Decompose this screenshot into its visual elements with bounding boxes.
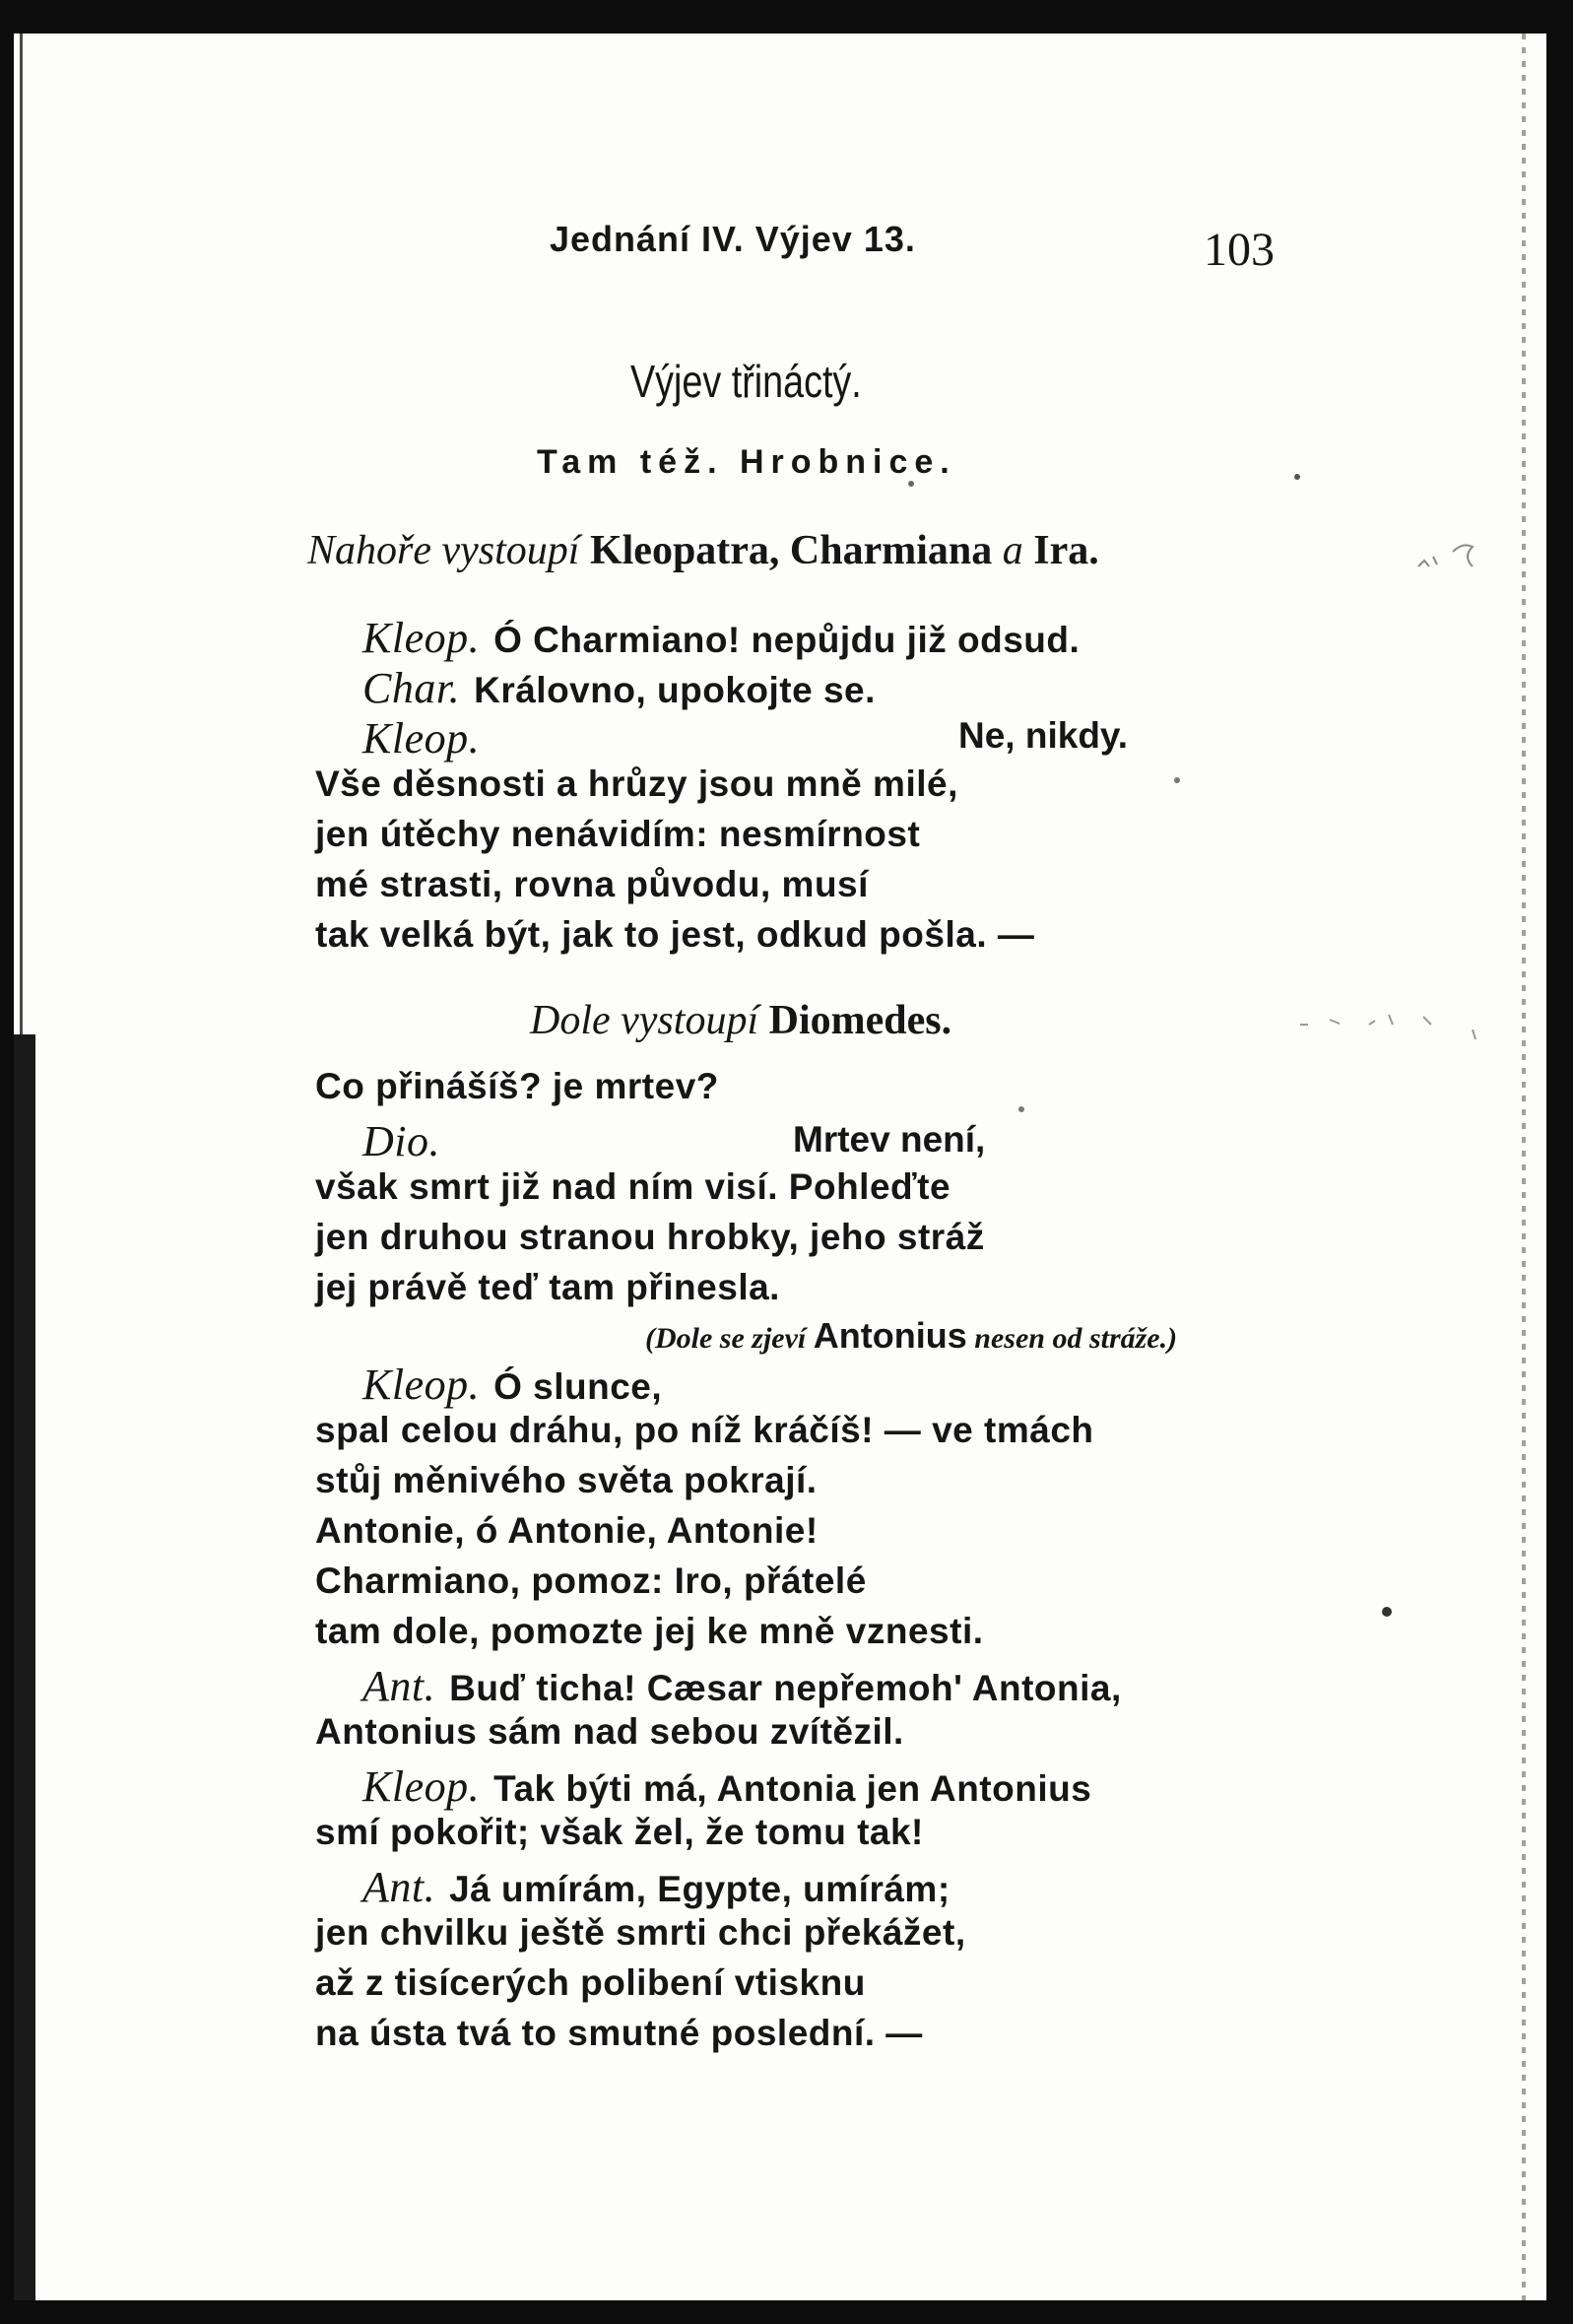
verse-text: Já umírám, Egypte, umírám; [449, 1869, 950, 1909]
scan-border-right [1546, 0, 1573, 2324]
verse-line: Co přinášíš? je mrtev? [315, 1066, 719, 1106]
entrance-italic: Dole vystoupí [530, 998, 759, 1043]
page-edge-texture [1522, 33, 1526, 2324]
entrance-conj: a [1002, 528, 1023, 573]
verse-line [362, 1761, 1091, 1812]
verse-line [362, 663, 876, 713]
speaker-name: Char. [362, 664, 461, 712]
stage-direction-close: nesen od stráže.) [974, 1322, 1178, 1355]
running-header: Jednání IV. Výjev 13. [550, 219, 916, 259]
verse-line: však smrt již nad ním visí. Pohleďte [315, 1166, 951, 1207]
verse-text-right: Mrtev není, [793, 1119, 986, 1160]
verse-line: jej právě teď tam přinesla. [315, 1267, 780, 1307]
scan-border-top [0, 0, 1573, 33]
verse-line: jen chvilku ještě smrti chci překážet, [315, 1912, 966, 1953]
verse-line: tam dole, pomozte jej ke mně vznesti. [315, 1611, 984, 1651]
stage-entrance-lower [530, 997, 951, 1044]
verse-line [362, 1661, 1122, 1711]
verse-line [362, 1116, 454, 1166]
stage-direction [645, 1315, 1177, 1357]
speaker-name: Ant. [362, 1863, 436, 1911]
scan-border-left [0, 0, 14, 2324]
speaker-name: Dio. [362, 1117, 440, 1165]
verse-line [362, 713, 493, 764]
verse-line: jen útěchy nenávidím: nesmírnost [315, 814, 921, 854]
speaker-name: Kleop. [362, 614, 481, 662]
speaker-name: Kleop. [362, 714, 481, 763]
verse-line: smí pokořit; však žel, že tomu tak! [315, 1812, 924, 1852]
binding-shadow [20, 33, 23, 1034]
verse-line: Antonie, ó Antonie, Antonie! [315, 1510, 819, 1551]
entrance-italic: Nahoře vystoupí [307, 528, 580, 573]
verse-line: Vše děsnosti a hrůzy jsou mně milé, [315, 764, 958, 804]
verse-line [362, 1862, 950, 1912]
verse-line: mé strasti, rovna původu, musí [315, 864, 869, 904]
binding-edge [14, 1034, 35, 2324]
scan-border-bottom [0, 2300, 1573, 2324]
verse-line [362, 613, 1080, 663]
verse-line: tak velká být, jak to jest, odkud pošla. — [315, 914, 1035, 955]
scene-cast: Tam též. Hrobnice. [537, 443, 956, 481]
speaker-name: Kleop. [362, 1361, 481, 1409]
verse-line: stůj měnivého světa pokrají. [315, 1460, 818, 1500]
verse-text: Ó Charmiano! nepůjdu již odsud. [493, 620, 1081, 660]
entrance-last: Ira. [1033, 528, 1099, 573]
verse-line: až z tisícerých polibení vtisknu [315, 1962, 866, 2003]
verse-text: Ó slunce, [493, 1366, 663, 1407]
verse-line: Charmiano, pomoz: Iro, přátelé [315, 1560, 867, 1601]
verse-text: Buď ticha! Cæsar nepřemoh' Antonia, [449, 1668, 1122, 1708]
entrance-name: Diomedes. [768, 998, 952, 1043]
stage-direction-open: (Dole se zjeví [645, 1322, 807, 1355]
verse-line: Antonius sám nad sebou zvítězil. [315, 1711, 904, 1752]
verse-text: Královno, upokojte se. [474, 670, 876, 710]
speaker-name: Kleop. [362, 1762, 481, 1811]
verse-line: spal celou dráhu, po níž kráčíš! — ve tmách [315, 1410, 1094, 1450]
verse-line: jen druhou stranou hrobky, jeho stráž [315, 1217, 985, 1257]
page-number: 103 [1204, 224, 1275, 276]
scene-title: Výjev třináctý. [630, 356, 862, 407]
verse-line [362, 1360, 662, 1410]
verse-text-right: Ne, nikdy. [958, 715, 1129, 756]
verse-line: na ústa tvá to smutné poslední. — [315, 2013, 923, 2053]
stage-entrance-upper [307, 527, 1099, 574]
verse-text: Tak býti má, Antonia jen Antonius [493, 1768, 1092, 1809]
speaker-name: Ant. [362, 1662, 436, 1710]
stage-direction-name: Antonius [813, 1315, 967, 1356]
entrance-names: Kleopatra, Charmiana [589, 528, 993, 573]
